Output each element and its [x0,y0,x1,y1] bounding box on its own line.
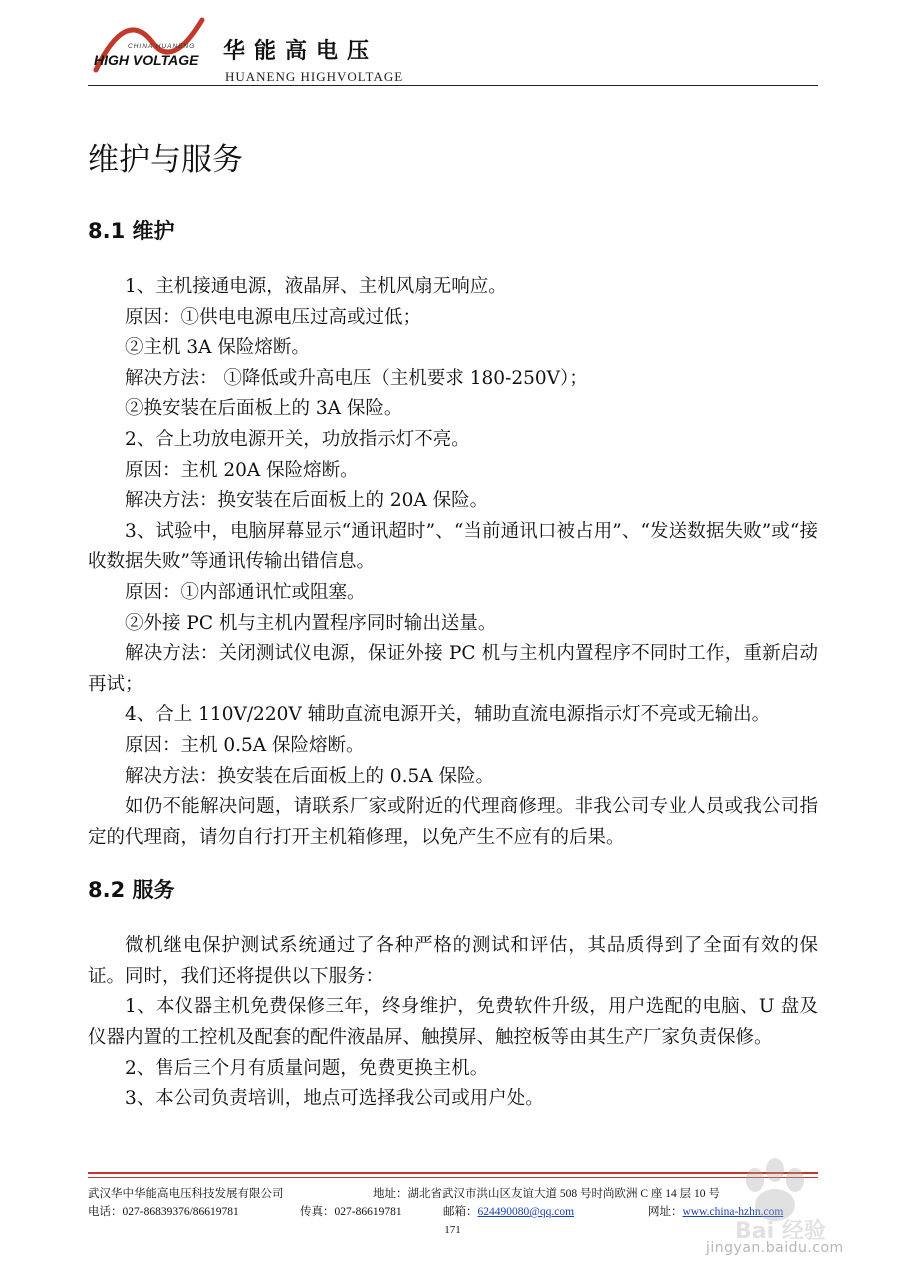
paragraph: 原因：①内部通讯忙或阻塞。 [125,581,366,603]
watermark-url: jingyan.baidu.com [706,1240,844,1256]
paragraph: 3、试验中，电脑屏幕显示“通讯超时”、“当前通讯口被占用”、“发送数据失败”或“接收数据失败”等通讯传输出错信息。 [88,520,818,573]
brand-name-en: HUANENG HIGHVOLTAGE [225,69,404,84]
paragraph: 解决方法： ①降低或升高电压（主机要求 180-250V）； [125,367,588,389]
paragraph: 原因：主机 0.5A 保险熔断。 [125,734,365,756]
footer-email-label: 邮箱： [443,1206,478,1218]
paragraph: 3、本公司负责培训，地点可选择我公司或用户处。 [125,1088,544,1110]
paragraph: 原因：主机 20A 保险熔断。 [125,459,359,481]
svg-text:Bai 经验: Bai 经验 [735,1219,826,1244]
paragraph: 解决方法：换安装在后面板上的 20A 保险。 [125,490,489,512]
paragraph: 微机继电保护测试系统通过了各种严格的测试和评估，其品质得到了全面有效的保证。同时，我们还将提供以下服务： [88,935,818,987]
main-content [88,140,818,1115]
footer-email [443,1203,574,1219]
paragraph: 2、合上功放电源开关，功放指示灯不亮。 [125,428,470,450]
page-header [88,12,818,87]
section-heading-service: 8.2 服务 [88,878,175,903]
footer-phone: 电话：027-86839376/86619781 [88,1206,239,1218]
paragraph: 解决方法：换安装在后面板上的 0.5A 保险。 [125,765,495,787]
paragraph: 4、合上 110V/220V 辅助直流电源开关，辅助直流电源指示灯不亮或无输出。 [125,704,771,726]
paragraph: 如仍不能解决问题，请联系厂家或附近的代理商修理。非我公司专业人员或我公司指定的代理商，请勿自行打开主机箱修理，以免产生不应有的后果。 [88,796,818,848]
header-divider [88,85,818,86]
brand-name-cn: 华能高电压 [223,39,379,64]
footer-company: 武汉华中华能高电压科技发展有限公司 [88,1188,284,1200]
logo-graphic [88,12,218,84]
footer-website-label: 网址： [648,1206,683,1218]
footer-website-link[interactable]: www.china-hzhn.com [682,1206,784,1218]
svg-text:CHINA HUANENG: CHINA HUANENG [128,43,196,50]
footer-email-link[interactable]: 624490080@qq.com [477,1206,575,1218]
section-service-body [88,931,818,1115]
paragraph: ②换安装在后面板上的 3A 保险。 [125,398,403,420]
paragraph: 1、本仪器主机免费保修三年，终身维护，免费软件升级，用户选配的电脑、U 盘及仪器内置的工控机及配套的配件液晶屏、触摸屏、触控板等由其生产厂家负责保修。 [88,996,818,1049]
paragraph: ②外接 PC 机与主机内置程序同时输出送量。 [125,612,497,634]
footer-fax: 传真：027-86619781 [300,1206,402,1218]
paragraph: 2、售后三个月有质量问题，免费更换主机。 [125,1057,489,1079]
section-maintenance-body [88,272,818,853]
section-heading-maintenance: 8.1 维护 [88,219,175,243]
paragraph: ②主机 3A 保险熔断。 [125,337,310,359]
page-number: 171 [444,1224,461,1236]
company-logo [88,12,218,84]
paragraph: 解决方法：关闭测试仪电源，保证外接 PC 机与主机内置程序不同时工作，重新启动再试； [88,643,818,695]
footer-address: 地址：湖北省武汉市洪山区友谊大道 508 号时尚欧洲 C 座 14 层 10 号 [373,1188,720,1200]
paragraph: 1、主机接通电源，液晶屏、主机风扇无响应。 [125,276,507,297]
paragraph: 原因：①供电电源电压过高或过低； [125,306,422,328]
svg-text:HIGH VOLTAGE: HIGH VOLTAGE [94,52,199,68]
page-title: 维护与服务 [88,142,243,178]
